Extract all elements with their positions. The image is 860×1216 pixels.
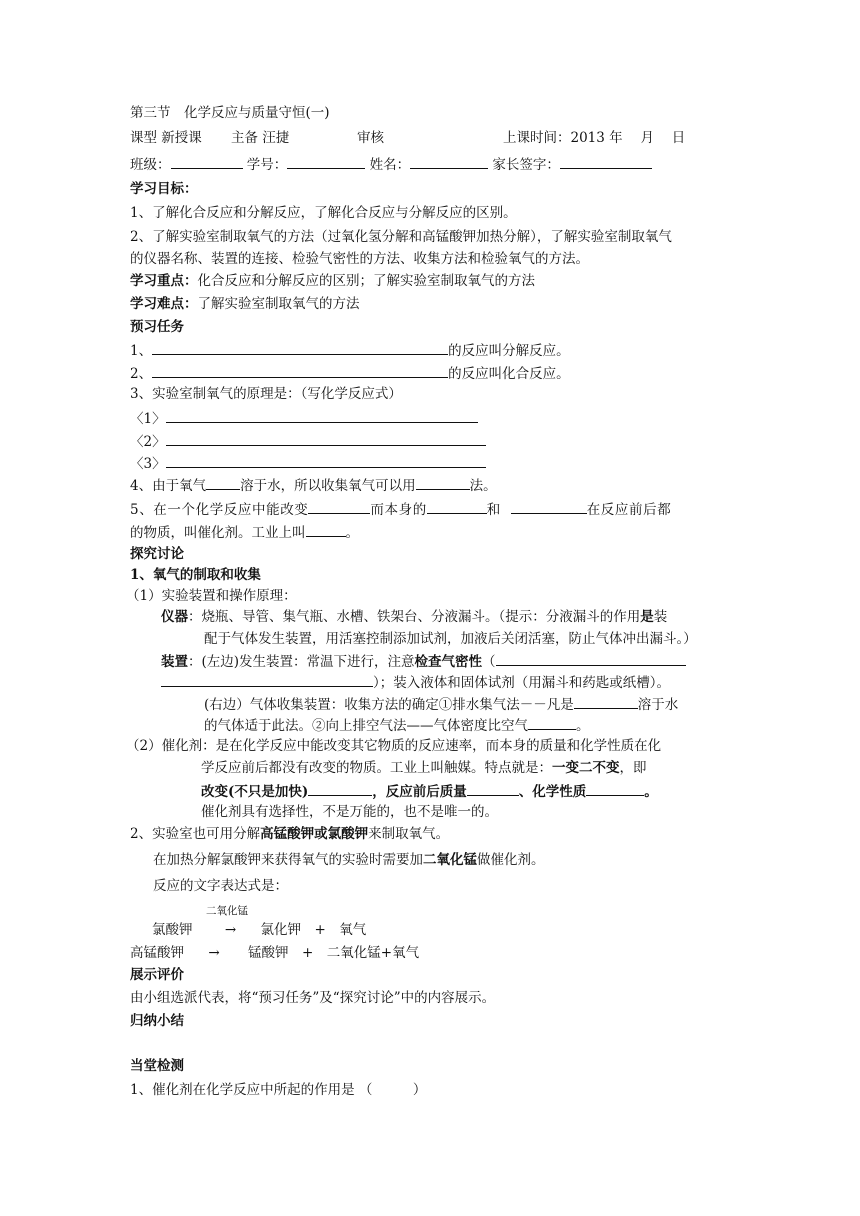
device-text: （ [482, 654, 496, 670]
equation-line [130, 453, 486, 474]
device-text: ：(左边)发生装置：常温下进行，注意 [188, 654, 415, 670]
class-blank[interactable] [171, 154, 243, 169]
question-text: 5、在一个化学反应中能改变 [130, 502, 309, 518]
catalyst-text: ，即 [619, 760, 647, 776]
device-line [161, 651, 686, 672]
instrument-text: 装 [653, 609, 668, 625]
catalyst-line [201, 781, 658, 802]
parent-sign-blank[interactable] [560, 154, 652, 169]
instrument-label: 仪器 [161, 609, 188, 625]
heating-text: 在加热分解氯酸钾来获得氧气的实验时需要加 [153, 852, 423, 868]
parent-sign-label: 家长签字： [492, 157, 560, 173]
equation-2 [130, 944, 419, 963]
answer-blank[interactable] [166, 453, 486, 468]
lead-teacher: 主备 汪捷 [231, 130, 290, 146]
goals-heading: 学习目标： [130, 181, 198, 197]
key-point-label: 学习重点： [130, 273, 198, 289]
instrument-line-continued: 配于气体发生装置，用活塞控制添加试剂，加液后关闭活塞，防止气体冲出漏斗。） [204, 631, 697, 647]
preview-question-continued [130, 522, 359, 543]
catalyst-line: 催化剂具有选择性，不是万能的，也不是唯一的。 [201, 804, 498, 820]
lesson-meta-row [130, 129, 734, 148]
answer-blank[interactable] [511, 499, 587, 514]
show-text: 由小组选派代表，将“预习任务”及“探究讨论”中的内容展示。 [130, 990, 496, 1006]
catalyst-line [201, 759, 647, 778]
reactant: 高锰酸钾 [130, 945, 184, 961]
preview-question: 3、实验室制氧气的原理是：（写化学反应式） [130, 386, 402, 402]
device-line-continued [161, 672, 670, 693]
question-text: 。 [345, 525, 359, 541]
name-blank[interactable] [410, 154, 488, 169]
device-bold: 检查气密性 [414, 654, 483, 670]
instrument-text: ：烧瓶、导管、集气瓶、水槽、铁架台、分液漏斗。（提示：分液漏斗的作用 [188, 609, 641, 625]
answer-blank[interactable] [416, 475, 470, 490]
catalyst-bold: 。 [644, 784, 658, 800]
sub-number: 〈2〉 [130, 434, 166, 450]
question-text: 的物质，叫催化剂。工业上叫 [130, 525, 306, 541]
preview-question [130, 340, 570, 361]
arrow-icon: → [208, 945, 220, 961]
key-point-text: 化合反应和分解反应的区别；了解实验室制取氧气的方法 [197, 273, 535, 289]
answer-blank[interactable] [306, 522, 346, 537]
answer-blank[interactable] [161, 672, 373, 687]
preview-heading: 预习任务 [130, 319, 184, 335]
arrow-icon: → [224, 922, 237, 938]
reviewer: 审核 [357, 130, 384, 146]
reactant: 氯酸钾 [152, 922, 193, 938]
expression-label: 反应的文字表达式是： [153, 878, 288, 894]
catalyst-bold: 改变(不只是加快) [201, 784, 309, 800]
difficulty-label: 学习难点： [130, 296, 198, 312]
answer-blank[interactable] [528, 715, 576, 730]
preview-question [130, 475, 497, 496]
catalyst-bold: 、化学性质 [518, 784, 587, 800]
question-text: 法。 [469, 478, 497, 494]
goal-item: 1、了解化合反应和分解反应，了解化合反应与分解反应的区别。 [130, 205, 517, 221]
question-text: 的反应叫化合反应。 [448, 366, 570, 382]
answer-blank[interactable] [427, 499, 487, 514]
preview-question [130, 499, 671, 520]
heating-line [153, 851, 545, 870]
show-heading: 展示评价 [130, 967, 184, 983]
name-label: 姓名： [369, 157, 411, 173]
test-question: 1、催化剂在化学反应中所起的作用是 （ ） [130, 1082, 427, 1098]
answer-blank[interactable] [166, 408, 478, 423]
goal-item-continued: 的仪器名称、装置的连接、检验气密性的方法、收集方法和检验氧气的方法。 [130, 251, 589, 267]
equation-line [130, 431, 486, 452]
preview-question [130, 363, 570, 384]
discussion-point: （1）实验装置和操作原理： [126, 588, 297, 604]
discussion-heading: 探究讨论 [130, 546, 184, 562]
difficulty-row [130, 295, 360, 314]
catalyst-condition-label: 二氧化锰 [206, 905, 248, 917]
answer-blank[interactable] [586, 781, 644, 796]
difficulty-text: 了解实验室制取氧气的方法 [197, 296, 360, 312]
test-heading: 当堂检测 [130, 1058, 184, 1074]
summary-heading: 归纳小结 [130, 1013, 184, 1029]
products: 锰酸钾 + 二氧化锰+氧气 [248, 945, 420, 961]
catalyst-text: 学反应前后都没有改变的物质。工业上叫触媒。特点就是： [201, 760, 552, 776]
answer-blank[interactable] [467, 781, 519, 796]
question-text: 在反应前后都 [586, 502, 672, 518]
question-number: 1、 [130, 343, 153, 359]
question-text: 的反应叫分解反应。 [448, 343, 570, 359]
instrument-line [161, 608, 667, 627]
course-type: 课型 新授课 [130, 130, 202, 146]
answer-blank[interactable] [496, 651, 686, 666]
section-title: 第三节 化学反应与质量守恒(一) [130, 105, 330, 121]
class-time: 上课时间：2013 年 月 日 [503, 130, 686, 146]
answer-blank[interactable] [574, 694, 638, 709]
answer-blank[interactable] [166, 431, 486, 446]
heating-bold: 二氧化锰 [423, 852, 477, 868]
catalyst-line: （2）催化剂：是在化学反应中能改变其它物质的反应速率，而本身的质量和化学性质在化 [126, 738, 662, 754]
device-label: 装置 [161, 654, 188, 670]
discussion-subheading [130, 825, 449, 844]
equation-1 [152, 921, 366, 940]
collection-line [204, 694, 678, 715]
products: 氯化钾 + 氧气 [260, 922, 367, 938]
answer-blank[interactable] [152, 340, 448, 355]
student-no-blank[interactable] [287, 154, 365, 169]
question-text: 和 [486, 502, 501, 518]
collection-line-continued [204, 715, 590, 736]
sub-number: 〈3〉 [130, 456, 166, 472]
sub-number: 〈1〉 [130, 411, 166, 427]
answer-blank[interactable] [308, 781, 372, 796]
question-number: 2、 [130, 366, 153, 382]
collection-text: (右边）气体收集装置：收集方法的确定①排水集气法－－凡是 [204, 697, 574, 713]
discussion-text: 2、实验室也可用分解 [130, 826, 261, 842]
answer-blank[interactable] [152, 363, 448, 378]
collection-text: 溶于水 [637, 697, 679, 713]
equation-line [130, 408, 478, 429]
discussion-subheading: 1、氧气的制取和收集 [130, 567, 261, 583]
student-no-label: 学号： [246, 157, 288, 173]
student-info-row [130, 154, 652, 175]
goal-item: 2、了解实验室制取氧气的方法（过氧化氢分解和高锰酸钾加热分解），了解实验室制取氧气 [130, 229, 672, 245]
question-text: 溶于水，所以收集氧气可以用 [240, 478, 416, 494]
collection-text: 的气体适于此法。②向上排空气法——气体密度比空气 [204, 718, 528, 734]
key-point-row [130, 272, 535, 291]
question-text: 而本身的 [370, 502, 427, 518]
device-text: ）；装入液体和固体试剂（用漏斗和药匙或纸槽）。 [373, 675, 670, 691]
heating-text: 做催化剂。 [477, 852, 545, 868]
discussion-bold: 高锰酸钾或氯酸钾 [260, 826, 369, 842]
answer-blank[interactable] [308, 499, 370, 514]
answer-blank[interactable] [206, 475, 240, 490]
discussion-text: 来制取氧气。 [368, 826, 450, 842]
class-label: 班级： [130, 157, 171, 173]
catalyst-bold: 一变二不变 [552, 760, 620, 776]
catalyst-bold: ，反应前后质量 [372, 784, 467, 800]
instrument-bold: 是 [640, 609, 654, 625]
collection-text: 。 [576, 718, 590, 734]
question-text: 4、由于氧气 [130, 478, 207, 494]
